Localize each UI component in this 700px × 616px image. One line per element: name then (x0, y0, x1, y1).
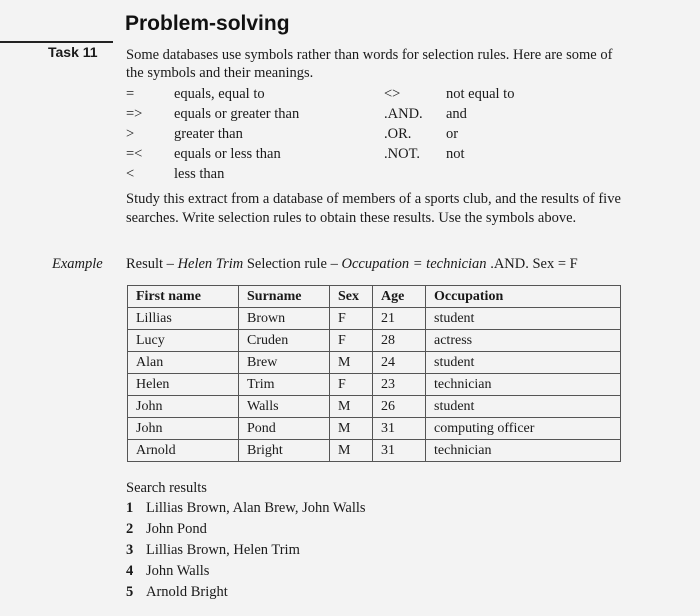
table-cell: student (426, 352, 621, 374)
item-number: 2 (126, 521, 134, 537)
table-row (128, 374, 621, 396)
item-number: 5 (126, 584, 134, 600)
list-item (126, 500, 366, 521)
rule-suffix: .AND. Sex = F (486, 256, 578, 272)
symbol: .AND. (384, 106, 423, 122)
symbol: < (126, 166, 135, 182)
search-results-heading: Search results (126, 480, 207, 496)
item-text: John Walls (146, 563, 210, 579)
item-text: Arnold Bright (146, 584, 228, 600)
table-cell: 31 (373, 418, 426, 440)
table-cell: 31 (373, 440, 426, 462)
list-item (126, 584, 366, 605)
item-number: 1 (126, 500, 134, 516)
table-cell: student (426, 308, 621, 330)
table-cell: Cruden (239, 330, 330, 352)
symbol-meaning: equals or less than (174, 146, 281, 162)
table-row (128, 308, 621, 330)
result-name: Helen Trim (177, 256, 244, 272)
intro-text: Some databases use symbols rather than words for selection rules. Here are some of the symbols and their meanings. (126, 47, 613, 81)
symbol: > (126, 126, 135, 142)
table-cell: Brew (239, 352, 330, 374)
table-cell: Arnold (128, 440, 239, 462)
table-cell: Bright (239, 440, 330, 462)
table-row (128, 440, 621, 462)
column-header: Sex (330, 286, 373, 308)
table-cell: technician (426, 374, 621, 396)
table-row (128, 418, 621, 440)
symbol-meaning: equals, equal to (174, 86, 265, 102)
symbol: <> (384, 86, 401, 102)
table-cell: F (330, 308, 373, 330)
symbol-meaning: and (446, 106, 467, 122)
table-cell: John (128, 418, 239, 440)
column-header: Age (373, 286, 426, 308)
table-cell: Lillias (128, 308, 239, 330)
list-item (126, 521, 366, 542)
list-item (126, 542, 366, 563)
symbol-meaning: not (446, 146, 465, 162)
table-cell: student (426, 396, 621, 418)
symbol-meaning: or (446, 126, 459, 142)
symbol-meaning: less than (174, 166, 225, 182)
item-text: John Pond (146, 521, 207, 537)
symbol-meaning: not equal to (446, 86, 515, 102)
table-header-row (128, 286, 621, 308)
table-cell: 28 (373, 330, 426, 352)
table-cell: Helen (128, 374, 239, 396)
result-prefix: Result – (126, 256, 178, 272)
table-row (128, 330, 621, 352)
table-cell: technician (426, 440, 621, 462)
symbol: .OR. (384, 126, 412, 142)
rule-prefix: Selection rule – (243, 256, 342, 272)
table-cell: actress (426, 330, 621, 352)
table-cell: Trim (239, 374, 330, 396)
members-table (127, 285, 621, 462)
symbol: =< (126, 146, 143, 162)
item-text: Lillias Brown, Alan Brew, John Walls (146, 500, 366, 516)
table-cell: F (330, 374, 373, 396)
table-cell: Pond (239, 418, 330, 440)
rule-expression: Occupation = technician (341, 256, 487, 272)
column-header: Occupation (426, 286, 621, 308)
item-number: 3 (126, 542, 134, 558)
table-row (128, 396, 621, 418)
task-label: Task 11 (48, 44, 98, 60)
study-instructions: Study this extract from a database of members of a sports club, and the results of five searches. Write selection rules to obtain these results. Use the symbols above. (126, 191, 621, 226)
table-cell: John (128, 396, 239, 418)
table-cell: 26 (373, 396, 426, 418)
table-cell: Walls (239, 396, 330, 418)
item-text: Lillias Brown, Helen Trim (146, 542, 300, 558)
table-cell: computing officer (426, 418, 621, 440)
table-cell: M (330, 440, 373, 462)
example-text (126, 256, 578, 273)
symbol: .NOT. (384, 146, 420, 162)
symbol: => (126, 106, 143, 122)
table-row (128, 352, 621, 374)
table-cell: 23 (373, 374, 426, 396)
table-cell: M (330, 352, 373, 374)
table-cell: Alan (128, 352, 239, 374)
symbol: = (126, 86, 135, 102)
table-cell: M (330, 396, 373, 418)
column-header: First name (128, 286, 239, 308)
table-cell: 21 (373, 308, 426, 330)
table-cell: M (330, 418, 373, 440)
table-cell: Lucy (128, 330, 239, 352)
table-cell: Brown (239, 308, 330, 330)
column-header: Surname (239, 286, 330, 308)
symbol-meaning: greater than (174, 126, 243, 142)
search-results-list (126, 500, 366, 605)
page-title: Problem-solving (125, 12, 290, 35)
list-item (126, 563, 366, 584)
example-label: Example (52, 256, 103, 272)
symbol-meaning: equals or greater than (174, 106, 300, 122)
item-number: 4 (126, 563, 134, 579)
table-cell: F (330, 330, 373, 352)
table-cell: 24 (373, 352, 426, 374)
heading-rule (0, 41, 113, 43)
